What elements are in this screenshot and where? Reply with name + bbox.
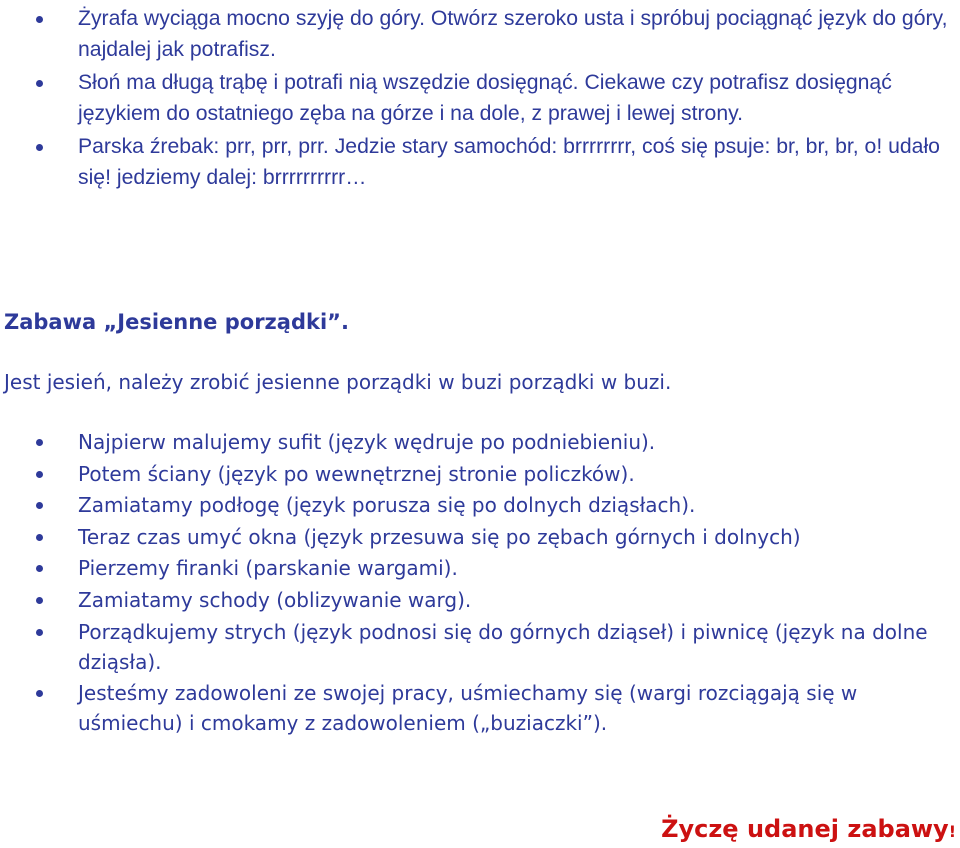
list-item: Jesteśmy zadowoleni ze swojej pracy, uśmiechamy się (wargi rozciągają się w uśmiechu) i cmokamy z zadowoleniem („buziaczki”). xyxy=(0,678,960,738)
list-item: Zamiatamy schody (oblizywanie warg). xyxy=(0,585,960,615)
closing-wish-mark: ! xyxy=(948,822,956,841)
closing-wish-text: Życzę udanej zabawy xyxy=(661,815,949,843)
list-item: Teraz czas umyć okna (język przesuwa się po zębach górnych i dolnych) xyxy=(0,522,960,552)
list-item: Parska źrebak: prr, prr, prr. Jedzie stary samochód: brrrrrrrr, coś się psuje: br, br, br, o! udało się! jedziemy dalej: brrrrrrrrrr… xyxy=(0,131,960,193)
exercise-list-bottom xyxy=(0,427,960,740)
list-item: Żyrafa wyciąga mocno szyję do góry. Otwórz szeroko usta i spróbuj pociągnąć język do góry, najdalej jak potrafisz. xyxy=(0,3,960,65)
list-item: Zamiatamy podłogę (język porusza się po dolnych dziąsłach). xyxy=(0,490,960,520)
list-item: Potem ściany (język po wewnętrznej stronie policzków). xyxy=(0,459,960,489)
closing-wish xyxy=(661,813,956,848)
list-item: Porządkujemy strych (język podnosi się do górnych dziąseł) i piwnicę (język na dolne dziąsła). xyxy=(0,617,960,677)
section-title: Zabawa „Jesienne porządki”. xyxy=(4,310,349,334)
intro-text: Jest jesień, należy zrobić jesienne porządki w buzi porządki w buzi. xyxy=(4,370,672,394)
list-item: Słoń ma długą trąbę i potrafi nią wszędzie dosięgnąć. Ciekawe czy potrafisz dosięgnąć językiem do ostatniego zęba na górze i na dole, z prawej i lewej strony. xyxy=(0,67,960,129)
list-item: Najpierw malujemy sufit (język wędruje po podniebieniu). xyxy=(0,427,960,457)
exercise-list-top xyxy=(0,3,960,195)
list-item: Pierzemy firanki (parskanie wargami). xyxy=(0,553,960,583)
